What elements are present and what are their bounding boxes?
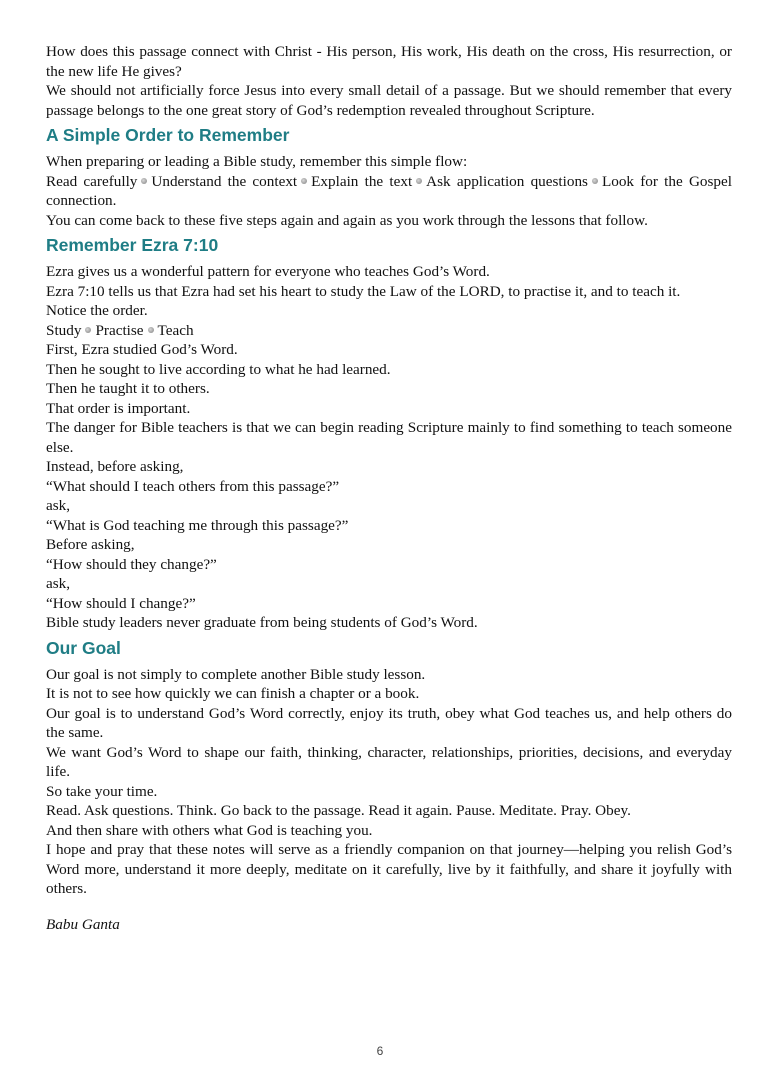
goal-line: So take your time. xyxy=(46,782,158,800)
ezra-line: ask, xyxy=(46,575,71,592)
bullet-separator-icon xyxy=(85,327,91,333)
bullet-separator-icon xyxy=(416,178,422,184)
author-signature: Babu Ganta xyxy=(46,915,120,933)
ezra-steps xyxy=(46,321,732,341)
goal-line: And then share with others what God is teaching you. xyxy=(46,821,373,839)
ezra-line: Instead, before asking, xyxy=(46,458,184,475)
bullet-separator-icon xyxy=(148,327,154,333)
bullet-separator-icon xyxy=(301,178,307,184)
ezra-line: That order is important. xyxy=(46,399,191,417)
step-teach: Teach xyxy=(157,321,194,339)
goal-line: We want God’s Word to shape our faith, thinking, character, relationships, priorities, decisions, and everyday life. xyxy=(46,743,732,780)
order-steps xyxy=(46,172,732,211)
ezra-line: ask, xyxy=(46,497,71,514)
goal-line: It is not to see how quickly we can finish a chapter or a book. xyxy=(46,685,420,702)
ezra-line: “What is God teaching me through this passage?” xyxy=(46,516,349,534)
step-understand: Understand the context xyxy=(151,172,298,190)
page-number: 6 xyxy=(376,1044,384,1058)
bullet-separator-icon xyxy=(141,178,147,184)
ezra-line: “What should I teach others from this passage?” xyxy=(46,477,340,495)
ezra-line: First, Ezra studied God’s Word. xyxy=(46,341,238,358)
goal-line: Our goal is to understand God’s Word correctly, enjoy its truth, obey what God teaches us, and help others do the same. xyxy=(46,704,732,741)
goal-line: Our goal is not simply to complete another Bible study lesson. xyxy=(46,665,426,683)
step-read: Read carefully xyxy=(46,172,138,190)
ezra-line: “How should they change?” xyxy=(46,555,217,573)
ezra-line: Then he taught it to others. xyxy=(46,380,210,397)
heading-our-goal: Our Goal xyxy=(46,637,121,658)
ezra-line: Before asking, xyxy=(46,536,135,553)
bullet-separator-icon xyxy=(592,178,598,184)
intro-paragraph-1: How does this passage connect with Christ - His person, His work, His death on the cross, His resurrection, or the new life He gives? xyxy=(46,43,732,80)
document-page xyxy=(46,42,732,934)
heading-simple-order: A Simple Order to Remember xyxy=(46,125,290,145)
goal-line: Read. Ask questions. Think. Go back to the passage. Read it again. Pause. Meditate. Pray. Obey. xyxy=(46,802,631,819)
order-closing: You can come back to these five steps again and again as you work through the lessons that follow. xyxy=(46,211,648,229)
ezra-line: “How should I change?” xyxy=(46,594,196,612)
step-gospel: Look for the Gospel connection. xyxy=(46,172,732,209)
ezra-line: Ezra 7:10 tells us that Ezra had set his heart to study the Law of the LORD, to practise it, and to teach it. xyxy=(46,282,681,300)
intro-paragraph-2: We should not artificially force Jesus into every small detail of a passage. But we should remember that every passage belongs to the one great story of God’s redemption revealed throughout Scripture. xyxy=(46,82,732,119)
step-practise: Practise xyxy=(95,321,144,339)
ezra-line: Bible study leaders never graduate from being students of God’s Word. xyxy=(46,614,478,631)
goal-line: I hope and pray that these notes will serve as a friendly companion on that journey—helping you relish God’s Word more, understand it more deeply, meditate on it carefully, live by it faithfully, and share it joyfully with others. xyxy=(46,841,732,897)
step-explain: Explain the text xyxy=(311,172,413,190)
step-ask: Ask application questions xyxy=(426,172,588,190)
ezra-line: The danger for Bible teachers is that we can begin reading Scripture mainly to find something to teach someone else. xyxy=(46,419,732,456)
ezra-line: Then he sought to live according to what he had learned. xyxy=(46,360,391,378)
step-study: Study xyxy=(46,321,82,339)
heading-ezra: Remember Ezra 7:10 xyxy=(46,235,219,255)
order-intro: When preparing or leading a Bible study, remember this simple flow: xyxy=(46,153,468,170)
ezra-line: Notice the order. xyxy=(46,302,148,319)
ezra-line: Ezra gives us a wonderful pattern for everyone who teaches God’s Word. xyxy=(46,263,490,280)
